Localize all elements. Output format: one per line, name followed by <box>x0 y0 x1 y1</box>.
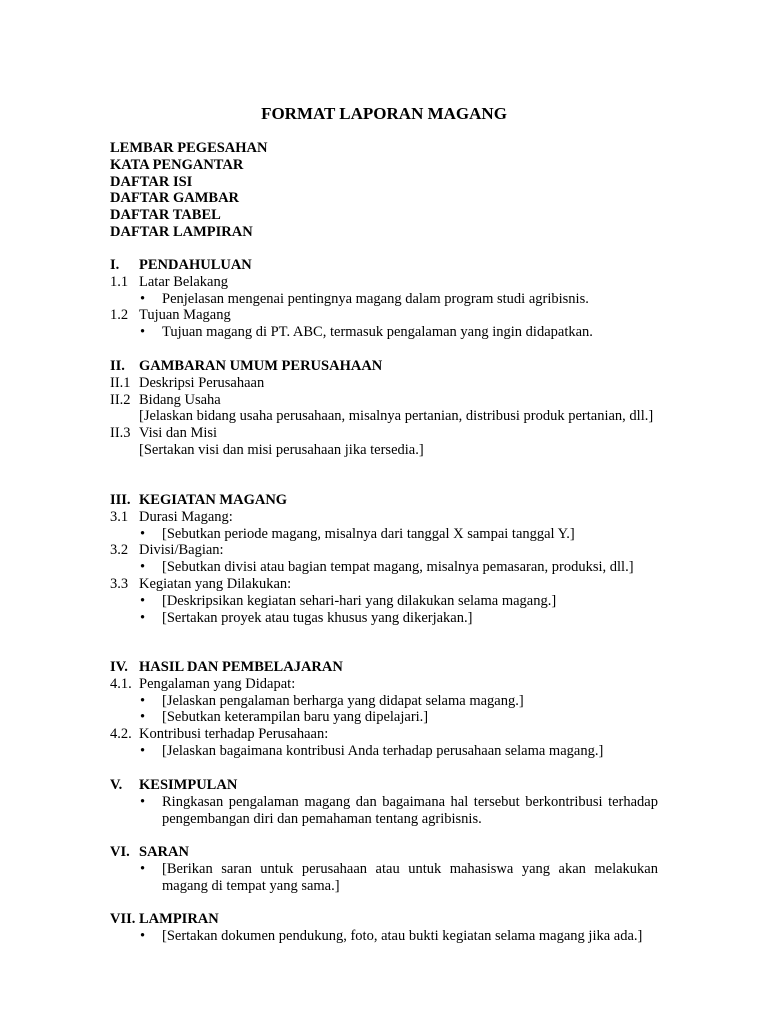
front-matter-list <box>110 140 268 241</box>
front-matter-item: DAFTAR LAMPIRAN <box>110 223 253 240</box>
bullet-icon: • <box>140 860 146 877</box>
subsection-number: 1.1 <box>110 273 129 290</box>
subsection-number: II.1 <box>110 374 131 391</box>
subsection-number: 4.2. <box>110 726 132 743</box>
section-gambaran-umum <box>110 358 658 459</box>
subsection-heading <box>110 676 658 693</box>
section-saran <box>110 844 658 894</box>
section-title: SARAN <box>139 844 189 860</box>
subsection-heading <box>110 576 658 593</box>
section-kesimpulan <box>110 777 658 827</box>
bullet-list <box>110 559 658 576</box>
list-item <box>110 693 658 710</box>
section-number: III. <box>110 492 131 508</box>
list-item <box>110 324 658 341</box>
section-title: HASIL DAN PEMBELAJARAN <box>139 659 343 675</box>
subsection-label: Divisi/Bagian: <box>139 542 224 559</box>
bullet-icon: • <box>140 609 146 626</box>
list-item-text: [Jelaskan pengalaman berharga yang didapat selama magang.] <box>162 692 524 709</box>
subsection-label: Kontribusi terhadap Perusahaan: <box>139 726 329 743</box>
subsection-heading <box>110 542 658 559</box>
subsection-number: 3.1 <box>110 508 129 525</box>
bullet-icon: • <box>140 592 146 609</box>
section-lampiran <box>110 911 658 945</box>
bullet-list <box>110 861 658 895</box>
section-heading <box>110 492 658 509</box>
subsection-number: 3.2 <box>110 542 129 559</box>
subsection-label: Bidang Usaha <box>139 391 221 408</box>
section-heading <box>110 844 658 861</box>
subsection-number: 4.1. <box>110 675 132 692</box>
section-title: LAMPIRAN <box>139 911 219 927</box>
list-item-text: Penjelasan mengenai pentingnya magang dalam program studi agribisnis. <box>162 290 589 307</box>
list-item-text: Ringkasan pengalaman magang dan bagaimana hal tersebut berkontribusi terhadap pengembangan diri dan pemahaman tentang agribisnis. <box>162 793 658 827</box>
bullet-list <box>110 526 658 543</box>
section-title: KESIMPULAN <box>139 777 238 793</box>
front-matter-item: DAFTAR ISI <box>110 173 193 190</box>
bullet-list <box>110 794 658 828</box>
section-number: V. <box>110 777 123 793</box>
section-number: II. <box>110 358 125 374</box>
list-item-text: [Sebutkan divisi atau bagian tempat magang, misalnya pemasaran, produksi, dll.] <box>162 559 634 576</box>
subsection-label: Tujuan Magang <box>139 307 231 324</box>
subsection-label: Durasi Magang: <box>139 508 233 525</box>
section-number: I. <box>110 257 120 273</box>
list-item-text: [Sebutkan keterampilan baru yang dipelajari.] <box>162 709 429 726</box>
list-item <box>110 559 658 576</box>
subsection-number: 3.3 <box>110 575 129 592</box>
bullet-icon: • <box>140 525 146 542</box>
bullet-icon: • <box>140 793 146 810</box>
list-item-text: [Jelaskan bagaimana kontribusi Anda terhadap perusahaan selama magang.] <box>162 742 604 759</box>
section-title: GAMBARAN UMUM PERUSAHAAN <box>139 358 383 374</box>
bullet-list <box>110 743 658 760</box>
bullet-icon: • <box>140 742 146 759</box>
list-item <box>110 861 658 895</box>
bullet-icon: • <box>140 709 146 726</box>
list-item <box>110 291 658 308</box>
list-item <box>110 526 658 543</box>
subsection-heading <box>110 726 658 743</box>
section-heading <box>110 777 658 794</box>
list-item-text: Tujuan magang di PT. ABC, termasuk pengalaman yang ingin didapatkan. <box>162 324 593 341</box>
subsection-heading <box>110 307 658 324</box>
bullet-icon: • <box>140 692 146 709</box>
section-number: VII. <box>110 911 136 927</box>
bullet-list <box>110 324 658 341</box>
subsection-label: Kegiatan yang Dilakukan: <box>139 575 292 592</box>
subsection-note: [Jelaskan bidang usaha perusahaan, misalnya pertanian, distribusi produk pertanian, dll.] <box>139 408 654 425</box>
list-item <box>110 709 658 726</box>
section-kegiatan-magang <box>110 492 658 626</box>
subsection-label: Visi dan Misi <box>139 425 218 442</box>
section-heading <box>110 358 658 375</box>
subsection-number: 1.2 <box>110 307 129 324</box>
bullet-icon: • <box>140 290 146 307</box>
front-matter-item: LEMBAR PEGESAHAN <box>110 140 268 156</box>
list-item-text: [Sertakan dokumen pendukung, foto, atau bukti kegiatan selama magang jika ada.] <box>162 927 643 944</box>
subsection-heading <box>110 425 658 442</box>
list-item <box>110 928 658 945</box>
document-title: FORMAT LAPORAN MAGANG <box>261 104 507 123</box>
front-matter-item: DAFTAR TABEL <box>110 207 221 224</box>
bullet-list <box>110 291 658 308</box>
section-title: PENDAHULUAN <box>139 257 252 273</box>
section-pendahuluan <box>110 257 658 341</box>
subsection-label: Pengalaman yang Didapat: <box>139 675 296 692</box>
subsection-number: II.3 <box>110 425 131 442</box>
list-item <box>110 610 658 627</box>
list-item <box>110 593 658 610</box>
subsection-heading <box>110 509 658 526</box>
subsection-heading <box>110 375 658 392</box>
bullet-icon: • <box>140 927 146 944</box>
bullet-icon: • <box>140 559 146 576</box>
list-item <box>110 743 658 760</box>
front-matter-item: KATA PENGANTAR <box>110 156 244 173</box>
subsection-number: II.2 <box>110 391 131 408</box>
bullet-list <box>110 593 658 627</box>
list-item-text: [Berikan saran untuk perusahaan atau untuk mahasiswa yang akan melakukan magang di tempat yang sama.] <box>162 860 658 894</box>
list-item-text: [Sebutkan periode magang, misalnya dari tanggal X sampai tanggal Y.] <box>162 525 575 542</box>
subsection-heading <box>110 392 658 409</box>
section-title: KEGIATAN MAGANG <box>139 492 288 508</box>
subsection-label: Latar Belakang <box>139 273 228 290</box>
front-matter-item: DAFTAR GAMBAR <box>110 190 240 207</box>
section-hasil-pembelajaran <box>110 659 658 760</box>
list-item-text: [Sertakan proyek atau tugas khusus yang dikerjakan.] <box>162 609 473 626</box>
section-number: VI. <box>110 844 130 860</box>
subsection-note: [Sertakan visi dan misi perusahaan jika tersedia.] <box>139 441 424 458</box>
section-heading <box>110 911 658 928</box>
list-item <box>110 794 658 828</box>
section-heading <box>110 257 658 274</box>
bullet-icon: • <box>140 324 146 341</box>
list-item-text: [Deskripsikan kegiatan sehari-hari yang dilakukan selama magang.] <box>162 592 557 609</box>
bullet-list <box>110 693 658 727</box>
section-number: IV. <box>110 659 128 675</box>
subsection-heading <box>110 274 658 291</box>
section-heading <box>110 659 658 676</box>
bullet-list <box>110 928 658 945</box>
subsection-label: Deskripsi Perusahaan <box>139 374 265 391</box>
